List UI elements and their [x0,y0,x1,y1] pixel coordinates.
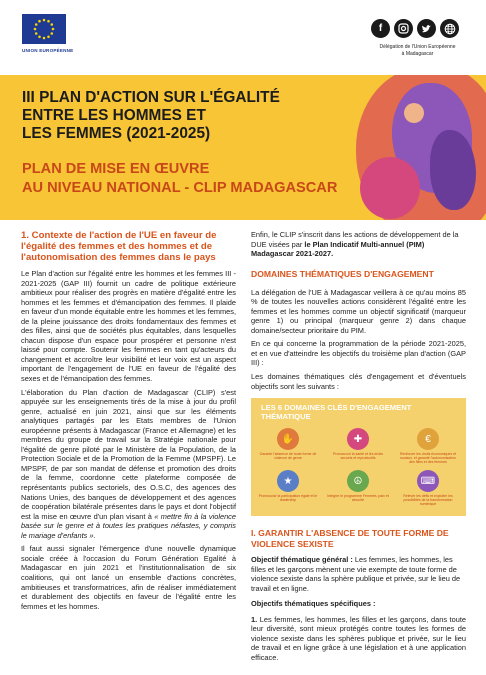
specific-objectives-label: Objectifs thématiques spécifiques : [251,599,376,609]
subtitle-line: PLAN DE MISE EN ŒUVRE [22,161,210,177]
paragraph-text: Enfin, le CLIP s'inscrit dans les actions de développement de la DUE visées par [251,230,459,249]
subtitle-line: AU NIVEAU NATIONAL - CLIP MADAGASCAR [22,180,338,196]
domain-label: Intégrer le programme Femmes, paix et sécurité [327,494,389,503]
right-column [251,230,466,391]
paragraph [251,555,466,593]
facebook-icon[interactable]: f [371,19,390,38]
title-line: LES FEMMES (2021-2025) [22,125,211,142]
page-subtitle [22,160,442,198]
domain-label: Garantir l'absence de toute forme de violence de genre [259,452,317,461]
paragraph: En ce qui concerne la programmation de la période 2021-2025, et en vue d'atteindre les objectifs du troisième plan d'action (GAP III) : [251,339,466,368]
paragraph [21,388,236,541]
section-heading-domaines: DOMAINES THÉMATIQUES D'ENGAGEMENT [251,268,434,279]
leadership-icon: ★ [277,470,299,492]
paragraph-bold: le Plan Indicatif Multi-annuel (PIM) Madagascar 2021-2027. [251,239,425,259]
shield-icon: ✋ [277,428,299,450]
paragraph-text: L'élaboration du Plan d'action de Madagascar (CLIP) s'est appuyée sur les enseignements tirés de la mise à jour du profil genre, actualisé en juin 2021, ainsi que sur les éléments analytiques partagés par les Etats membres de l'Union européenne présents à Madagascar (France et Allemagne) et les membres du groupe de travail sur la Stratégie nationale pour l'égalité de genre piloté par le Ministère de la Population, de la Protection Sociale et de la Promotion de la Femme (MPSPF). Le MPSPF, de par son mandat de défense et promotion des droits de la femme, coordonne cette plateforme composée de représentants publics sectoriels, des O.S.C, des agences des Nations Unies, des banques de développement et des agences de coopération bilatérale présentes dans le pays et dont l'objectif est la mise en œuvre d'un plan visant à [21,387,236,521]
twitter-icon[interactable] [417,19,436,38]
domain-item [257,470,319,502]
title-line: III PLAN D'ACTION SUR L'ÉGALITÉ [22,89,280,106]
objective-label: Objectif thématique général : [251,555,353,564]
section-heading-violence: I. GARANTIR L'ABSENCE DE TOUTE FORME DE VIOLENCE SEXISTE [251,528,449,549]
domain-label: Relever les défis et exploiter les possibilités de la transformation numérique [403,494,453,507]
instagram-icon[interactable] [394,19,413,38]
title-line: ENTRE LES HOMMES ET [22,107,206,124]
infobox-title: LES 6 DOMAINES CLÉS D'ENGAGEMENT THÉMATIQUE [261,403,412,421]
peace-icon: ☮ [347,470,369,492]
paragraph [251,230,466,259]
illustration-shape [404,103,424,123]
domain-item [327,428,389,460]
page-title [22,89,352,143]
left-column [21,230,236,611]
list-number: 1. [251,614,258,624]
domain-label: Promouvoir la santé et les droits sexuels et reproductifs [333,452,383,461]
delegation-line-2: à Madagascar [401,51,434,57]
eu-label: UNION EUROPÉENNE [22,48,74,53]
paragraph [251,599,466,609]
paragraph: Le Plan d'action sur l'égalité entre les hommes et les femmes III - 2021-2025 (GAP III) fournit un cadre de politique extérieure ambitieux pour réaliser des progrès en matière d'égalité entre les hommes et les femmes et d'émancipation des femmes. Il plaide en faveur d'un monde équitable entre les hommes et les femmes, de la pleine jouissance des droits fondamentaux des femmes et des filles, ainsi que de sociétés plus équitables, dans lesquelles chacun dispose d'un espace pour prospérer et personne n'est laissé pour compte. Soutenir les femmes en tant qu'acteurs du changement et accroître leur visibilité et leur voix est un aspect important de l'engagement de l'UE en faveur de l'égalité des sexes et de l'émancipation des femmes. [21,269,236,384]
domain-item [257,428,319,460]
eu-flag-logo [22,14,66,44]
delegation-label [360,44,475,58]
delegation-line-1: Délégation de l'Union Européenne [379,44,456,50]
domain-label: Promouvoir la participation égale et le leadership [258,494,318,503]
domain-item [397,428,459,465]
domains-infobox [251,398,466,516]
page-header [0,0,486,75]
domain-item [397,470,459,507]
health-icon: ✚ [347,428,369,450]
paragraph: Les domaines thématiques clés d'engagement et d'éventuels objectifs sont les suivants : [251,372,466,391]
section-heading-context: 1. Contexte de l'action de l'UE en faveur de l'égalité des femmes et des hommes et de l'autonomisation des femmes dans le pays [21,230,217,263]
paragraph: La délégation de l'UE à Madagascar veillera à ce qu'au moins 85 % de toutes les nouvelles actions considèrent l'égalité entre les femmes et les hommes comme un objectif significatif (marqueur genre 1) ou principal (marqueur genre 2) dans chaque domaine/secteur prioritaire du PIM. [251,287,466,335]
domain-label: Renforcer les droits économiques et sociaux, et garantir l'autonomisation des filles et des femmes [399,452,457,465]
social-links [371,19,459,38]
domain-item [327,470,389,502]
digital-icon: ⌨ [417,470,439,492]
globe-icon[interactable] [440,19,459,38]
paragraph: Il faut aussi signaler l'émergence d'une nouvelle dynamique sociale créée à l'occasion du Forum Génération Egalité à Madagascar en juin 2021 et l'institutionnalisation de six coalitions, qui ont lancé un ensemble d'actions concrètes, ambitieuses et transformatrices, afin de réaliser immédiatement et durablement des objectifs en faveur de l'égalité entre les femmes et les hommes. [21,544,236,611]
paragraph [251,615,466,663]
right-column-lower [251,528,466,662]
economy-icon: € [417,428,439,450]
list-item-text: Les femmes, les hommes, les filles et les garçons, dans toute leur diversité, sont mieux protégés contre toutes les formes de violence sexiste dans les sphères publique et privée, sur le lieu de travail et en ligne grâce à une législation et à une application efficace. [251,614,466,662]
objective-text: Les femmes, les hommes, les filles et les garçons mènent une vie exempte de toute forme de violence sexiste dans la sphère publique et privée, sur le lieu de travail et en ligne. [251,555,461,593]
paragraph-quote: « mettre fin à la violence basée sur le genre et à toutes les pratiques néfastes, y compris le mariage d'enfants ». [21,511,236,540]
